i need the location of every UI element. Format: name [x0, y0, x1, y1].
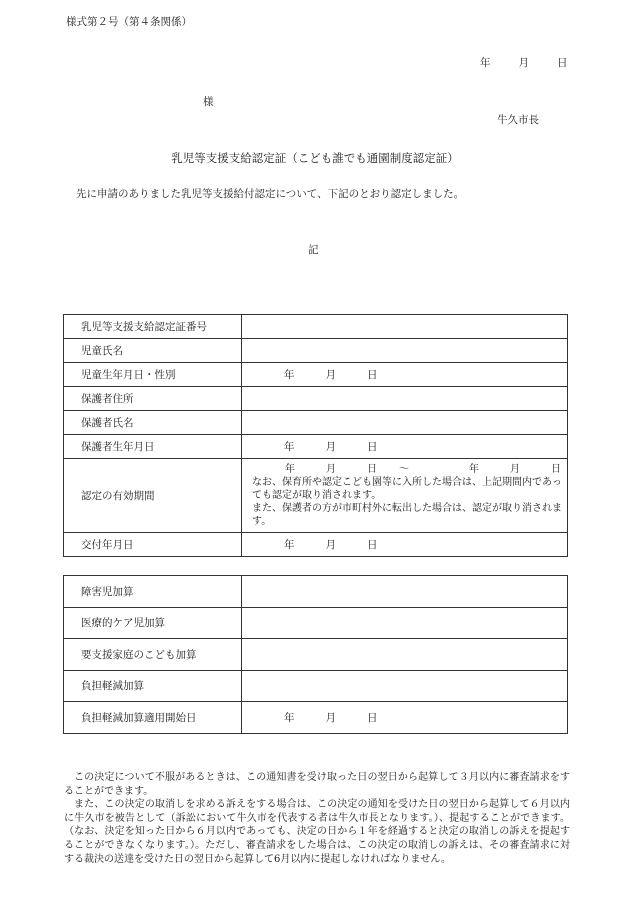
day-label: 日	[367, 711, 378, 724]
to-month-label: 月	[510, 464, 520, 475]
from-year-label: 年	[285, 464, 295, 475]
table-row	[64, 576, 568, 608]
ki-heading: 記	[308, 244, 319, 256]
year-label: 年	[284, 539, 295, 551]
row-label: 障害児加算	[64, 576, 242, 608]
row-label: 児童氏名	[64, 339, 242, 363]
appeal-paragraph-lawsuit: また、この決定の取消しを求める訴えをする場合は、この決定の通知を受けた日の翌日から起算して６月以内に牛久市を被告として（訴訟において牛久市を代表する者は牛久市長となります。）、提起することができます。（なお、決定を知った日から６月以内であっても、決定の日から１年を経過すると決定の取消しの訴えを提起することができなくなります。）。ただし、審査請求をした場合は、この決定の取消しの訴えは、その審査請求に対する裁決の送達を受けた日の翌日から起算して6月以内に提起しなければなりません。	[64, 799, 570, 865]
date-month-label: 月	[518, 57, 529, 69]
year-label: 年	[284, 369, 295, 381]
issuer-name: 牛久市長	[497, 114, 539, 126]
month-label: 月	[325, 441, 336, 453]
addition-table	[63, 575, 568, 734]
validity-dates	[252, 463, 563, 476]
form-number: 様式第２号（第４条関係）	[66, 16, 192, 28]
child-birthdate-value	[242, 363, 568, 387]
disability-addition-value	[242, 576, 568, 608]
appeal-paragraph-review: この決定について不服があるときは、この通知書を受け取った日の翌日から起算して３月以内に審査請求をすることができます。	[64, 772, 570, 797]
table-row	[64, 363, 568, 387]
day-label: 日	[367, 441, 378, 453]
table-row	[64, 607, 568, 639]
row-label: 負担軽減加算適用開始日	[64, 702, 242, 734]
row-label: 負担軽減加算	[64, 670, 242, 702]
row-label: 保護者住所	[64, 387, 242, 411]
validity-note-admission: なお、保育所や認定こども園等に入所した場合は、上記期間内であっても認定が取り消されます。	[252, 477, 562, 501]
validity-note-move: また、保護者の方が市町村外に転出した場合は、認定が取り消されます。	[252, 503, 562, 527]
child-name-value	[242, 339, 568, 363]
row-label: 保護者氏名	[64, 411, 242, 435]
table-row	[64, 315, 568, 339]
validity-period-value	[242, 459, 568, 533]
row-label: 交付年月日	[64, 533, 242, 557]
to-year-label: 年	[469, 464, 479, 475]
year-label: 年	[284, 441, 295, 453]
table-row	[64, 435, 568, 459]
row-label: 乳児等支援支給認定証番号	[64, 315, 242, 339]
table-row	[64, 670, 568, 702]
certificate-number-value	[242, 315, 568, 339]
day-label: 日	[367, 369, 378, 381]
issue-date-blank	[480, 55, 568, 70]
guardian-birthdate-value	[242, 435, 568, 459]
table-row	[64, 411, 568, 435]
burden-reduction-start-date-value	[242, 702, 568, 734]
month-label: 月	[325, 369, 336, 381]
row-label: 要支援家庭のこども加算	[64, 639, 242, 671]
row-label: 認定の有効期間	[64, 459, 242, 533]
row-label: 児童生年月日・性別	[64, 363, 242, 387]
medical-care-addition-value	[242, 607, 568, 639]
appeal-notice	[64, 771, 570, 866]
table-row	[64, 459, 568, 533]
date-year-label: 年	[480, 57, 491, 69]
support-family-addition-value	[242, 639, 568, 671]
table-row	[64, 339, 568, 363]
year-label: 年	[284, 711, 295, 724]
month-label: 月	[325, 711, 336, 724]
certification-table	[63, 314, 568, 557]
from-day-label: 日	[367, 464, 377, 475]
guardian-name-value	[242, 411, 568, 435]
document-title: 乳児等支援支給認定証（こども誰でも通園制度認定証）	[171, 151, 459, 165]
to-day-label: 日	[551, 464, 561, 475]
intro-sentence: 先に申請のありました乳児等支援給付認定について、下記のとおり認定しました。	[76, 188, 465, 200]
table-row	[64, 387, 568, 411]
addressee-honorific: 様	[203, 96, 214, 108]
burden-reduction-addition-value	[242, 670, 568, 702]
from-month-label: 月	[326, 464, 336, 475]
row-label: 医療的ケア児加算	[64, 607, 242, 639]
range-tilde: 〜	[399, 464, 409, 475]
day-label: 日	[367, 539, 378, 551]
guardian-address-value	[242, 387, 568, 411]
table-row	[64, 702, 568, 734]
date-day-label: 日	[557, 57, 568, 69]
issue-date-value	[242, 533, 568, 557]
row-label: 保護者生年月日	[64, 435, 242, 459]
table-row	[64, 639, 568, 671]
table-row	[64, 533, 568, 557]
month-label: 月	[325, 539, 336, 551]
